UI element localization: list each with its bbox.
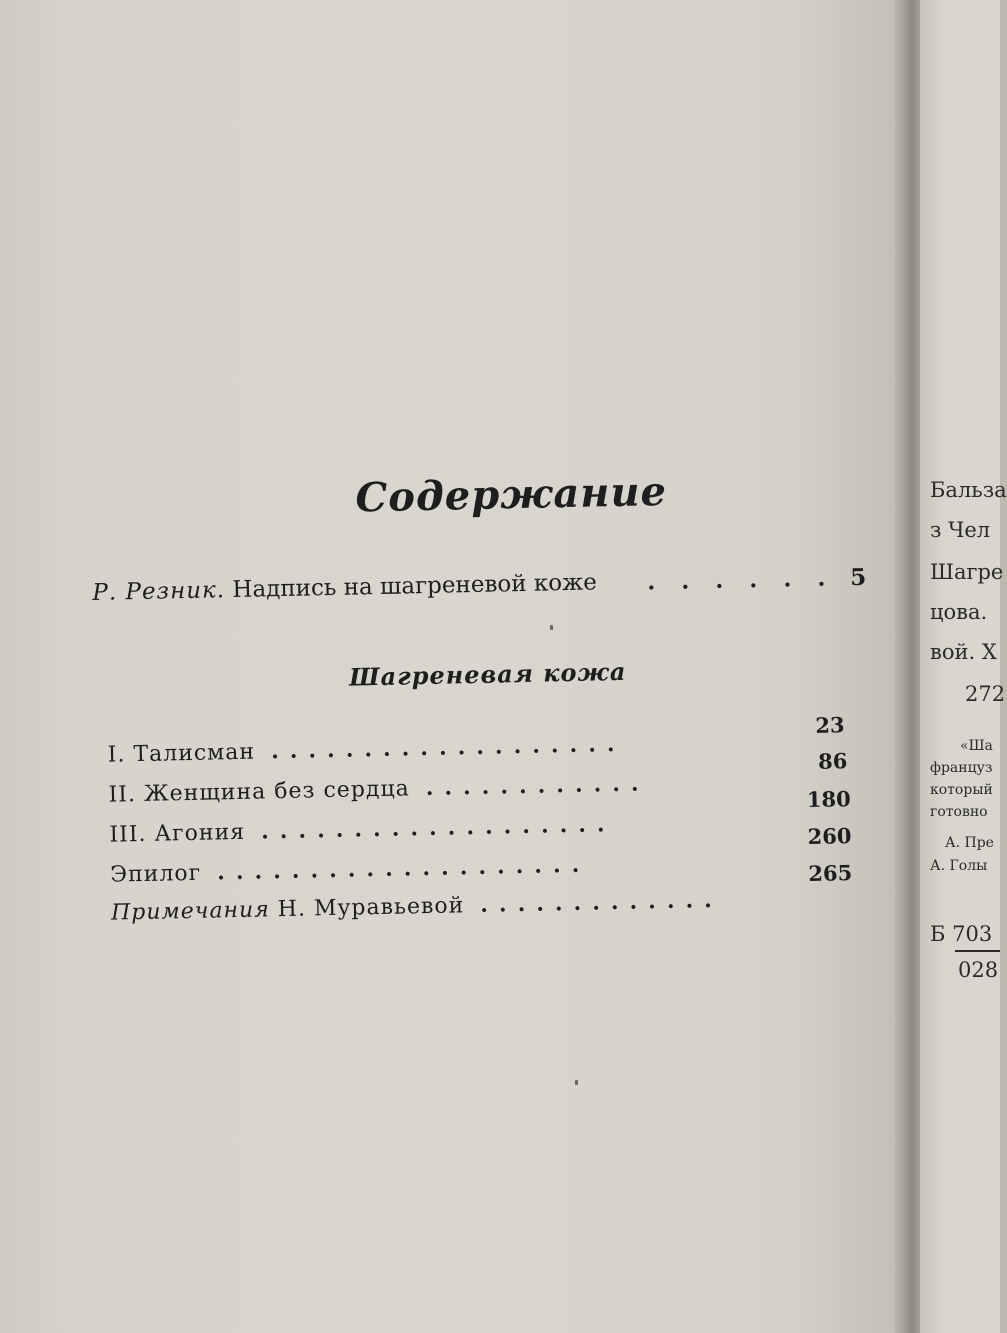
right-page-line: Бальза: [930, 478, 1007, 502]
page-number: 265: [808, 860, 853, 887]
chapter-entry: [110, 846, 853, 888]
intro-page-number: 5: [849, 563, 867, 592]
chapter-label: II. Женщина без сердца: [108, 776, 410, 808]
page-number: 86: [817, 748, 848, 774]
table-of-contents: [90, 463, 880, 926]
dot-leader: ............: [425, 770, 650, 802]
chapter-label: I. Талисман: [107, 739, 256, 768]
section-title: Шагреневая кожа: [348, 656, 627, 692]
chapter-label: Эпилог: [110, 860, 202, 888]
right-page-small-line: «Ша: [960, 738, 993, 754]
right-page-small-line: готовно: [930, 804, 988, 820]
dot-leader: ...................: [260, 811, 616, 845]
chapter-label: III. Агония: [109, 819, 246, 848]
intro-title: Надпись на шагреневой коже: [232, 569, 598, 604]
right-page-small-line: француз: [930, 760, 993, 776]
fraction-bar: [955, 950, 1000, 952]
intro-dot-leader: . . . . . .: [646, 564, 835, 596]
intro-author: Р. Резник.: [92, 577, 226, 606]
right-page-code: Б 703: [930, 922, 993, 946]
dot-leader: ...................: [270, 730, 626, 765]
page-number: 180: [806, 786, 851, 813]
paper-speck: [550, 625, 553, 630]
right-page-small-line: который: [930, 782, 993, 798]
right-page-line: Шагре: [930, 560, 1004, 584]
chapter-entry: [111, 884, 851, 925]
right-page-code: 028: [958, 958, 999, 982]
right-page-line: цова.: [930, 600, 988, 624]
right-page-line: 272: [965, 682, 1006, 706]
dot-leader: ....................: [216, 851, 591, 886]
notes-prefix: Примечания: [110, 897, 271, 926]
toc-title: Содержание: [354, 467, 668, 522]
dot-leader: .............: [479, 886, 724, 918]
right-page-line: вой. Х: [930, 640, 997, 664]
right-page-small-line: А. Голы: [930, 858, 988, 874]
chapter-entry: [108, 766, 848, 807]
page-number: 23: [815, 712, 845, 738]
chapter-entry: [107, 726, 847, 767]
page-number: 260: [807, 823, 852, 850]
chapter-label: Н. Муравьевой: [277, 893, 465, 923]
chapter-entry: [109, 806, 852, 850]
right-page-edge: [920, 0, 1007, 1333]
toc-intro-entry: [92, 564, 872, 606]
paper-speck: [575, 1080, 578, 1085]
right-page-line: з Чел: [930, 518, 991, 542]
right-page-small-line: А. Пре: [945, 835, 994, 851]
